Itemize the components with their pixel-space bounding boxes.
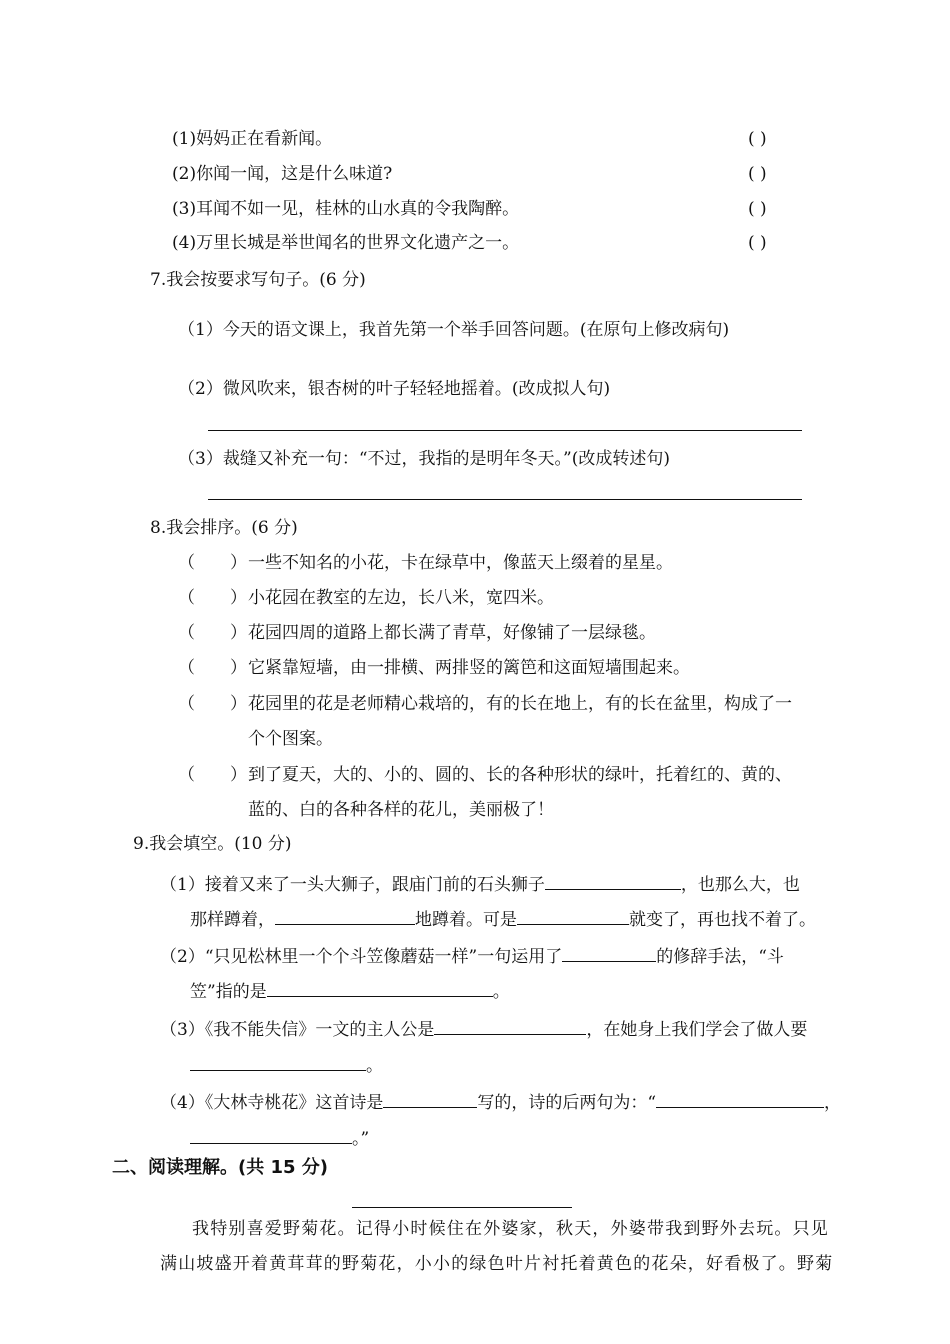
q9-line-1 — [160, 869, 800, 897]
q9-text: 那样蹲着， — [190, 910, 275, 930]
q6-item-1: (1)妈妈正在看新闻。 — [172, 129, 333, 149]
q7-item-1: （1）今天的语文课上，我首先第一个举手回答问题。(在原句上修改病句) — [178, 320, 730, 340]
passage-title-blank[interactable] — [352, 1207, 572, 1208]
section-2-title: 二、阅读理解。(共 15 分) — [112, 1157, 329, 1178]
q9-blank-4[interactable] — [562, 941, 656, 962]
q9-line-3 — [160, 941, 784, 969]
q8-paren-open[interactable]: （ — [178, 694, 195, 714]
q9-blank-6[interactable] — [434, 1014, 586, 1035]
q6-answer-3[interactable]: ( ) — [748, 199, 767, 219]
q8-item-5: 花园里的花是老师精心栽培的，有的长在地上，有的长在盆里，构成了一 — [248, 694, 792, 714]
q8-paren-open[interactable]: （ — [178, 658, 195, 678]
q8-item-4: 它紧靠短墙，由一排横、两排竖的篱笆和这面短墙围起来。 — [248, 658, 690, 678]
q9-text: 。 — [366, 1056, 383, 1076]
q9-blank-1[interactable] — [545, 869, 681, 890]
q9-text: 的修辞手法，“斗 — [656, 947, 784, 967]
q9-line-6 — [190, 1050, 383, 1078]
q9-text: 地蹲着。可是 — [415, 910, 517, 930]
q6-answer-4[interactable]: ( ) — [748, 233, 767, 253]
q9-blank-5[interactable] — [267, 976, 493, 997]
q8-paren-close: ） — [230, 588, 247, 608]
q8-item-5-cont: 个个图案。 — [248, 729, 333, 749]
q8-item-6-cont: 蓝的、白的各种各样的花儿，美丽极了！ — [248, 800, 554, 820]
q8-paren-close: ） — [230, 658, 247, 678]
q6-item-4: (4)万里长城是举世闻名的世界文化遗产之一。 — [172, 233, 520, 253]
q9-text: （2）“只见松林里一个个斗笠像蘑菇一样”一句运用了 — [160, 947, 563, 967]
q8-title: 8.我会排序。(6 分) — [150, 518, 298, 538]
q9-line-8 — [190, 1123, 369, 1151]
q6-answer-1[interactable]: ( ) — [748, 129, 767, 149]
q8-paren-close: ） — [230, 553, 247, 573]
q7-item-3: （3）裁缝又补充一句：“不过，我指的是明年冬天。”(改成转述句) — [178, 449, 670, 469]
q9-text: ，在她身上我们学会了做人要 — [586, 1020, 808, 1040]
q9-text: 就变了，再也找不着了。 — [629, 910, 816, 930]
q9-blank-8[interactable] — [383, 1087, 477, 1108]
q9-text: 。” — [352, 1129, 370, 1149]
passage-line-1: 我特别喜爱野菊花。记得小时候住在外婆家，秋天，外婆带我到野外去玩。只见 — [192, 1219, 829, 1239]
q9-line-2 — [190, 904, 816, 932]
q9-text: 。 — [492, 982, 510, 1002]
q8-item-3: 花园四周的道路上都长满了青草，好像铺了一层绿毯。 — [248, 623, 656, 643]
q7-item-2: （2）微风吹来，银杏树的叶子轻轻地摇着。(改成拟人句) — [178, 379, 611, 399]
q8-paren-close: ） — [230, 765, 247, 785]
q8-paren-open[interactable]: （ — [178, 765, 195, 785]
q9-line-5 — [160, 1014, 807, 1042]
q8-paren-close: ） — [230, 623, 247, 643]
q9-text: 笠”指的是 — [190, 982, 267, 1002]
q8-item-6: 到了夏天，大的、小的、圆的、长的各种形状的绿叶，托着红的、黄的、 — [248, 765, 792, 785]
q9-text: （1）接着又来了一头大狮子，跟庙门前的石头狮子 — [160, 875, 545, 895]
q9-text: （4）《大林寺桃花》这首诗是 — [160, 1093, 384, 1113]
q7-answer-line-2[interactable] — [208, 430, 802, 431]
q9-title: 9.我会填空。(10 分) — [133, 834, 292, 854]
q8-paren-open[interactable]: （ — [178, 588, 195, 608]
q9-blank-9[interactable] — [656, 1087, 824, 1108]
q9-line-7 — [160, 1087, 841, 1115]
q7-answer-line-3[interactable] — [208, 499, 802, 500]
q9-line-4 — [190, 976, 510, 1004]
q9-text: 写的，诗的后两句为：“ — [477, 1093, 657, 1113]
q9-text: ， — [824, 1093, 842, 1113]
q7-title: 7.我会按要求写句子。(6 分) — [150, 270, 366, 290]
q9-text: ，也那么大，也 — [680, 875, 800, 895]
q6-item-3: (3)耳闻不如一见，桂林的山水真的令我陶醉。 — [172, 199, 520, 219]
q8-item-1: 一些不知名的小花，卡在绿草中，像蓝天上缀着的星星。 — [248, 553, 673, 573]
q9-blank-7[interactable] — [190, 1050, 366, 1071]
q9-blank-10[interactable] — [190, 1123, 352, 1144]
q6-answer-2[interactable]: ( ) — [748, 164, 767, 184]
passage-line-2: 满山坡盛开着黄茸茸的野菊花，小小的绿色叶片衬托着黄色的花朵，好看极了。野菊 — [160, 1254, 834, 1274]
q9-blank-3[interactable] — [517, 904, 629, 925]
q9-text: （3）《我不能失信》一文的主人公是 — [160, 1020, 435, 1040]
q8-paren-open[interactable]: （ — [178, 623, 195, 643]
q8-paren-close: ） — [230, 694, 247, 714]
q8-item-2: 小花园在教室的左边，长八米，宽四米。 — [248, 588, 554, 608]
q8-paren-open[interactable]: （ — [178, 553, 195, 573]
q9-blank-2[interactable] — [275, 904, 415, 925]
q6-item-2: (2)你闻一闻，这是什么味道? — [172, 164, 393, 184]
